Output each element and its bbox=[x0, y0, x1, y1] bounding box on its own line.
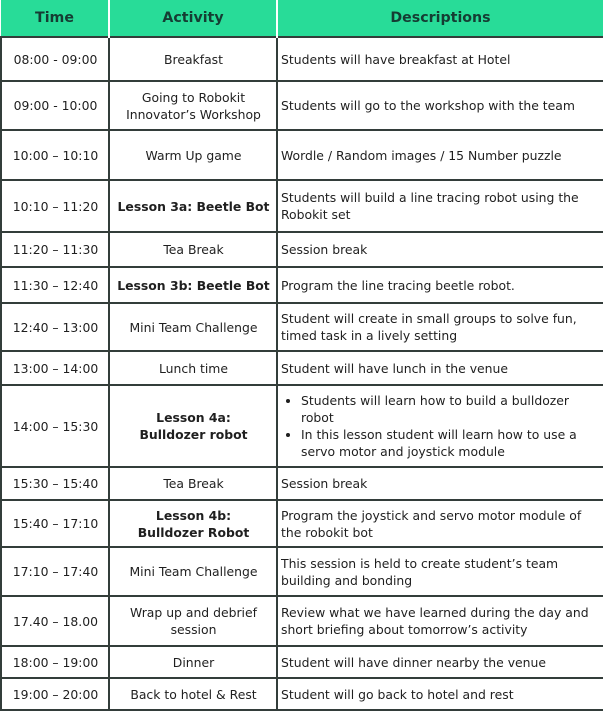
table-row bbox=[1, 130, 603, 180]
header-time: Time bbox=[1, 0, 109, 37]
description-cell bbox=[277, 385, 603, 467]
time-cell: 17:10 – 17:40 bbox=[1, 547, 109, 596]
time-cell: 11:30 – 12:40 bbox=[1, 267, 109, 303]
activity-line: Lesson 4a: bbox=[156, 410, 231, 425]
table-row bbox=[1, 467, 603, 500]
activity-cell: Wrap up and debrief session bbox=[109, 596, 277, 646]
time-cell: 19:00 – 20:00 bbox=[1, 678, 109, 710]
time-cell: 09:00 - 10:00 bbox=[1, 81, 109, 130]
time-cell: 08:00 - 09:00 bbox=[1, 37, 109, 81]
time-cell: 15:40 – 17:10 bbox=[1, 500, 109, 547]
header-descriptions: Descriptions bbox=[277, 0, 603, 37]
description-cell: Wordle / Random images / 15 Number puzzle bbox=[277, 130, 603, 180]
description-cell: Student will create in small groups to solve fun, timed task in a lively setting bbox=[277, 303, 603, 351]
activity-cell: Dinner bbox=[109, 646, 277, 678]
table-row bbox=[1, 37, 603, 81]
activity-cell bbox=[109, 385, 277, 467]
description-cell: Student will have lunch in the venue bbox=[277, 351, 603, 385]
activity-cell: Lunch time bbox=[109, 351, 277, 385]
time-cell: 15:30 – 15:40 bbox=[1, 467, 109, 500]
description-cell: Program the joystick and servo motor module of the robokit bot bbox=[277, 500, 603, 547]
activity-cell: Lesson 3b: Beetle Bot bbox=[109, 267, 277, 303]
header-activity: Activity bbox=[109, 0, 277, 37]
time-cell: 18:00 – 19:00 bbox=[1, 646, 109, 678]
description-cell: This session is held to create student’s team building and bonding bbox=[277, 547, 603, 596]
time-cell: 13:00 – 14:00 bbox=[1, 351, 109, 385]
activity-cell: Tea Break bbox=[109, 467, 277, 500]
time-cell: 11:20 – 11:30 bbox=[1, 232, 109, 267]
time-cell: 14:00 – 15:30 bbox=[1, 385, 109, 467]
activity-cell: Mini Team Challenge bbox=[109, 303, 277, 351]
table-row bbox=[1, 81, 603, 130]
description-cell: Review what we have learned during the day and short briefing about tomorrow’s activity bbox=[277, 596, 603, 646]
table-row bbox=[1, 646, 603, 678]
table-row bbox=[1, 678, 603, 710]
description-cell: Students will have breakfast at Hotel bbox=[277, 37, 603, 81]
activity-cell bbox=[109, 500, 277, 547]
time-cell: 10:00 – 10:10 bbox=[1, 130, 109, 180]
description-cell: Student will have dinner nearby the venue bbox=[277, 646, 603, 678]
table-row bbox=[1, 351, 603, 385]
table-row bbox=[1, 547, 603, 596]
header-row bbox=[1, 0, 603, 37]
activity-cell: Mini Team Challenge bbox=[109, 547, 277, 596]
activity-cell: Lesson 3a: Beetle Bot bbox=[109, 180, 277, 232]
time-cell: 17.40 – 18.00 bbox=[1, 596, 109, 646]
activity-cell: Tea Break bbox=[109, 232, 277, 267]
description-cell: Students will build a line tracing robot using the Robokit set bbox=[277, 180, 603, 232]
time-cell: 12:40 – 13:00 bbox=[1, 303, 109, 351]
bullet-item: • Students will learn how to build a bulldozer robot bbox=[301, 392, 601, 426]
table-row bbox=[1, 500, 603, 547]
activity-cell: Back to hotel & Rest bbox=[109, 678, 277, 710]
table-row bbox=[1, 232, 603, 267]
activity-line: Bulldozer Robot bbox=[137, 524, 250, 540]
activity-cell: Warm Up game bbox=[109, 130, 277, 180]
activity-cell: Going to Robokit Innovator’s Workshop bbox=[109, 81, 277, 130]
description-cell: Students will go to the workshop with the team bbox=[277, 81, 603, 130]
table-row bbox=[1, 303, 603, 351]
description-cell: Session break bbox=[277, 467, 603, 500]
activity-line: Bulldozer robot bbox=[139, 427, 248, 442]
time-cell: 10:10 – 11:20 bbox=[1, 180, 109, 232]
description-cell: Student will go back to hotel and rest bbox=[277, 678, 603, 710]
table-row bbox=[1, 180, 603, 232]
description-cell: Session break bbox=[277, 232, 603, 267]
table-row bbox=[1, 267, 603, 303]
activity-line: Lesson 4b: bbox=[155, 507, 232, 523]
description-cell: Program the line tracing beetle robot. bbox=[277, 267, 603, 303]
table-row bbox=[1, 596, 603, 646]
table-row bbox=[1, 385, 603, 467]
description-bullet-list bbox=[281, 392, 601, 460]
activity-cell: Breakfast bbox=[109, 37, 277, 81]
bullet-item: • In this lesson student will learn how to use a servo motor and joystick module bbox=[301, 426, 601, 460]
